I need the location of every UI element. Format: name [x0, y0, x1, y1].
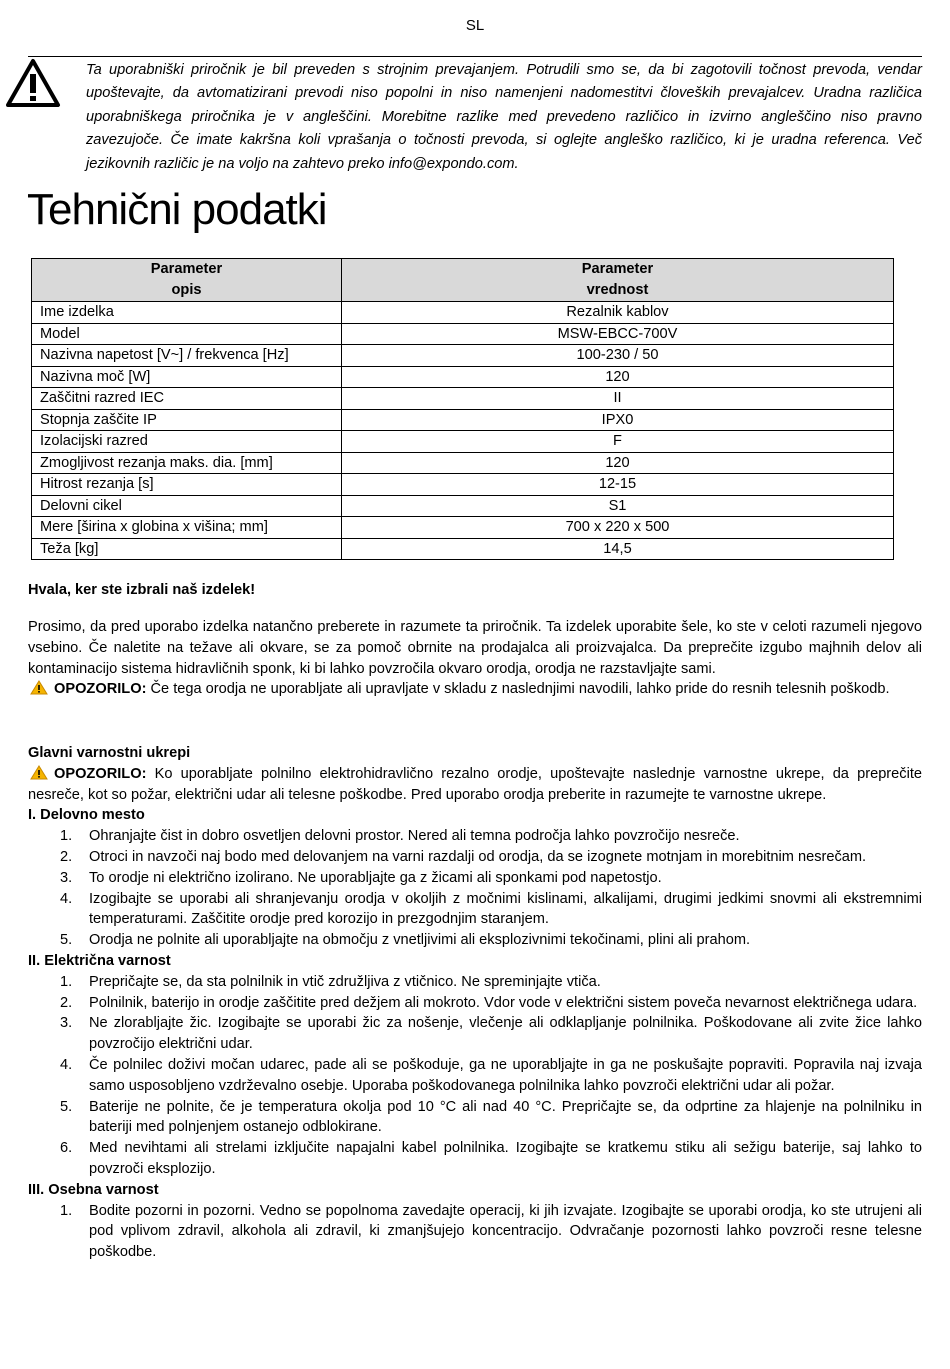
- table-row: [32, 409, 894, 431]
- param-cell: Mere [širina x globina x višina; mm]: [32, 517, 342, 539]
- list-number: 5.: [60, 1098, 73, 1115]
- list-item: [28, 993, 922, 1014]
- intro-paragraph: Prosimo, da pred uporabo izdelka natančno preberete in razumete ta priročnik. Ta izdelek uporabite šele, ko ste v celoti razumeli njegovo vsebino. Če naletite na težave ali okvare, se za pomoč obrnite na prodajalca ali proizvajalca. Da preprečite izgubo majhnih delov ali kontaminacijo sistema hidravličnih sponk, ki bi lahko povzročila okvaro orodja, orodja ne razstavljajte sami.: [28, 619, 922, 677]
- list-number: 4.: [60, 1056, 73, 1073]
- section-list: [28, 1201, 922, 1263]
- warning-label: OPOZORILO:: [54, 765, 147, 782]
- section-heading: I. Delovno mesto: [28, 807, 145, 824]
- list-item: [28, 1013, 922, 1055]
- list-item: [28, 826, 922, 847]
- section-list: [28, 826, 922, 951]
- table-header-row: [32, 259, 894, 302]
- param-cell: Delovni cikel: [32, 495, 342, 517]
- list-number: 5.: [60, 932, 73, 949]
- value-cell: F: [342, 431, 894, 453]
- list-number: 6.: [60, 1140, 73, 1157]
- value-cell: Rezalnik kablov: [342, 302, 894, 324]
- value-cell: IPX0: [342, 409, 894, 431]
- list-text: Izogibajte se uporabi ali shranjevanju orodja v okoljih z močnimi kislinami, alkalijami, drugimi jedkimi snovmi ali ekstremnimi temperaturami. Zaščitite orodje pred korozijo in prezgodnjim staranjem.: [89, 890, 922, 928]
- header-param: [32, 259, 342, 302]
- value-cell: S1: [342, 495, 894, 517]
- param-cell: Ime izdelka: [32, 302, 342, 324]
- list-text: Otroci in navzoči naj bodo med delovanjem na varni razdalji od orodja, da se izognete motnjam in morebitnim nesrečam.: [89, 848, 867, 865]
- table-row: [32, 302, 894, 324]
- value-cell: 120: [342, 366, 894, 388]
- safety-sections: [28, 805, 922, 1263]
- list-text: Med nevihtami ali strelami izključite napajalni kabel polnilnika. Izogibajte se kratkemu stiku ali sežigu baterije, saj lahko to povzroči eksplozijo.: [89, 1140, 922, 1177]
- warning-triangle-icon: [30, 765, 48, 780]
- list-text: Ohranjajte čist in dobro osvetljen delovni prostor. Nered ali temna področja lahko povzročijo nesreče.: [89, 828, 740, 845]
- warning-paragraph-1: [28, 679, 922, 700]
- list-item: [28, 1055, 922, 1097]
- list-item: [28, 1138, 922, 1180]
- warning-triangle-icon: [30, 680, 48, 695]
- value-cell: 100-230 / 50: [342, 345, 894, 367]
- list-item: [28, 1097, 922, 1139]
- list-text: Ne zlorabljajte žic. Izogibajte se uporabi žic za nošenje, vlečenje ali odklapljanje polnilnika. Poškodovane ali zvite žice lahko povzročijo električni udar.: [89, 1015, 922, 1053]
- warning-text: Ko uporabljate polnilno elektrohidravlično rezalno orodje, upoštevajte naslednje varnostne ukrepe, da preprečite nesreče, kot so požar, električni udar ali telesne poškodbe. Pred uporabo orodja preberite in razumejte te varnostne ukrepe.: [28, 765, 922, 803]
- header-value-line2: vrednost: [586, 282, 649, 298]
- list-number: 3.: [60, 869, 73, 886]
- list-text: To orodje ni električno izolirano. Ne uporabljajte ga z žicami ali sponkami pod napetostjo.: [89, 869, 662, 886]
- table-row: [32, 366, 894, 388]
- param-cell: Hitrost rezanja [s]: [32, 474, 342, 496]
- page-title: Tehnični podatki: [27, 185, 327, 234]
- list-number: 4.: [60, 890, 73, 907]
- table-row: [32, 474, 894, 496]
- header-param-line2: opis: [171, 282, 202, 298]
- section-list: [28, 972, 922, 1180]
- value-cell: MSW-EBCC-700V: [342, 323, 894, 345]
- header-param-line1: Parameter: [150, 261, 223, 277]
- thanks-text: [28, 580, 922, 601]
- value-cell: 14,5: [342, 538, 894, 560]
- list-number: 1.: [60, 973, 73, 990]
- param-cell: Nazivna napetost [V~] / frekvenca [Hz]: [32, 345, 342, 367]
- table-row: [32, 431, 894, 453]
- list-item: [28, 930, 922, 951]
- table-row: [32, 388, 894, 410]
- header-value-line1: Parameter: [581, 261, 654, 277]
- list-item: [28, 847, 922, 868]
- list-number: 2.: [60, 848, 73, 865]
- warning-triangle-icon: [5, 58, 61, 108]
- param-cell: Nazivna moč [W]: [32, 366, 342, 388]
- header-value: [342, 259, 894, 302]
- safety-block: [28, 743, 922, 1263]
- table-row: [32, 452, 894, 474]
- list-text: Baterije ne polnite, če je temperatura okolja pod 10 °C ali nad 40 °C. Prepričajte se, da odprtine za hlajenje na polnilniku in bateriji med polnjenjem ostanejo odblokirane.: [89, 1098, 922, 1136]
- value-cell: 120: [342, 452, 894, 474]
- table-row: [32, 538, 894, 560]
- list-text: Bodite pozorni in pozorni. Vedno se popolnoma zavedajte operacij, ki jih izvajate. Izogibajte se uporabi orodja, ko ste utrujeni ali pod vplivom zdravil, alkohola ali zdravil, ki zmanjšujejo koncentracijo. Odvračanje pozornosti lahko povzroči resne telesne poškodbe.: [89, 1202, 922, 1261]
- value-cell: 700 x 220 x 500: [342, 517, 894, 539]
- param-cell: Zaščitni razred IEC: [32, 388, 342, 410]
- header-rule: [28, 56, 922, 57]
- list-item: [28, 868, 922, 889]
- list-number: 3.: [60, 1015, 73, 1032]
- warning-paragraph-2: [28, 764, 922, 806]
- technical-data-table: [31, 258, 894, 560]
- table-row: [32, 323, 894, 345]
- section-heading: III. Osebna varnost: [28, 1181, 159, 1198]
- value-cell: 12-15: [342, 474, 894, 496]
- param-cell: Izolacijski razred: [32, 431, 342, 453]
- list-item: [28, 889, 922, 931]
- list-number: 2.: [60, 994, 73, 1011]
- table-row: [32, 495, 894, 517]
- table-row: [32, 345, 894, 367]
- thanks-line: Hvala, ker ste izbrali naš izdelek!: [28, 582, 256, 598]
- safety-heading: Glavni varnostni ukrepi: [28, 745, 191, 761]
- list-number: 1.: [60, 1202, 73, 1219]
- warning-label: OPOZORILO:: [54, 681, 147, 698]
- param-cell: Zmogljivost rezanja maks. dia. [mm]: [32, 452, 342, 474]
- list-item: [28, 1201, 922, 1263]
- page-language-label: SL: [465, 17, 485, 34]
- list-text: Če polnilec doživi močan udarec, pade ali se poškoduje, ga ne uporabljajte in ga ne poskušajte popraviti. Popravila naj izvaja samo usposobljeno vzdrževalno osebje. Uporaba poškodovanega polnilnika lahko povzroči električni udar ali požar.: [89, 1056, 922, 1094]
- value-cell: II: [342, 388, 894, 410]
- list-text: Orodja ne polnite ali uporabljajte na območju z vnetljivimi ali eksplozivnimi tekočinami, plini ali prahom.: [89, 932, 751, 949]
- list-text: Polnilnik, baterijo in orodje zaščitite pred dežjem ali mokroto. Vdor vode v električni sistem poveča nevarnost električnega udara.: [89, 994, 918, 1011]
- section-heading: II. Električna varnost: [28, 952, 171, 969]
- intro-block: [28, 617, 922, 700]
- translation-disclaimer: Ta uporabniški priročnik je bil preveden s strojnim prevajanjem. Potrudili smo se, da bi zagotovili točnost prevoda, vendar upoštevajte, da avtomatizirani prevodi niso popolni in niso namenjeni nadomestitvi človeških prevajalcev. Uradna različica uporabniškega priročnika je v angleščini. Morebitne razlike med prevedeno različico in izvirno angleščino niso pravno zavezujoče. Če imate kakršna koli vprašanja o točnosti prevoda, si oglejte angleško različico, ki je uradna referenca. Več jezikovnih različic je na voljo na zahtevo preko info@expondo.com.: [86, 62, 922, 172]
- warning-text: Če tega orodja ne uporabljate ali upravljate v skladu z naslednjimi navodili, lahko pride do resnih telesnih poškodb.: [150, 681, 890, 698]
- list-item: [28, 972, 922, 993]
- param-cell: Teža [kg]: [32, 538, 342, 560]
- param-cell: Model: [32, 323, 342, 345]
- list-text: Prepričajte se, da sta polnilnik in vtič združljiva z vtičnico. Ne spreminjajte vtiča.: [89, 973, 601, 990]
- param-cell: Stopnja zaščite IP: [32, 409, 342, 431]
- table-row: [32, 517, 894, 539]
- list-number: 1.: [60, 828, 73, 845]
